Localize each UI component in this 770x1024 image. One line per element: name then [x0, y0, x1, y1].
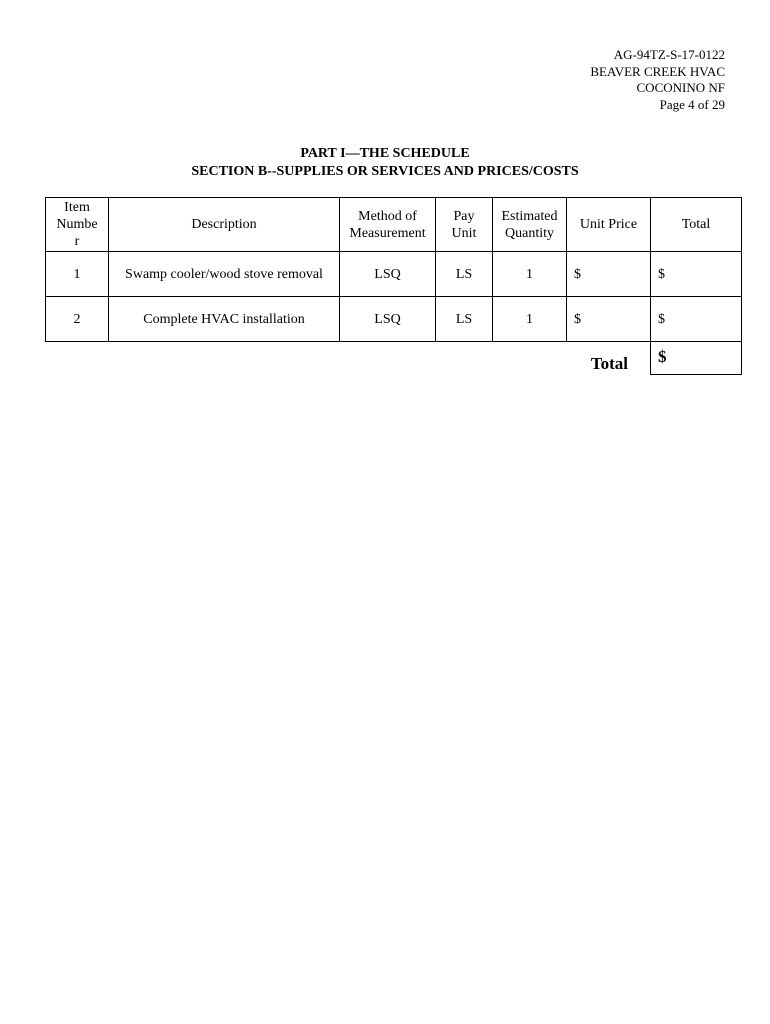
- grand-total-label: Total: [493, 342, 651, 375]
- table-row: [46, 252, 742, 297]
- header-pay-line2: Unit: [451, 225, 477, 241]
- header-item-number: [46, 198, 109, 252]
- contract-number: AG-94TZ-S-17-0122: [613, 47, 725, 62]
- cell-description: Swamp cooler/wood stove removal: [109, 252, 340, 297]
- forest-name: COCONINO NF: [636, 80, 725, 95]
- cell-method: LSQ: [340, 252, 436, 297]
- cell-total: $: [651, 297, 742, 342]
- cell-quantity: 1: [493, 297, 567, 342]
- header-total: Total: [651, 198, 742, 252]
- header-pay-line1: Pay: [453, 208, 475, 224]
- cell-description: Complete HVAC installation: [109, 297, 340, 342]
- header-pay-unit: [436, 198, 493, 252]
- table-header-row: [46, 198, 742, 252]
- cell-method: LSQ: [340, 297, 436, 342]
- cell-pay-unit: LS: [436, 297, 493, 342]
- header-item-line3: r: [74, 234, 80, 249]
- header-unit-price: Unit Price: [567, 198, 651, 252]
- grand-total-value: $: [651, 342, 742, 375]
- header-quantity: [493, 198, 567, 252]
- header-description: Description: [109, 198, 340, 252]
- header-qty-line2: Quantity: [505, 225, 554, 241]
- part-title: PART I—THE SCHEDULE: [300, 146, 470, 161]
- cell-unit-price: $: [567, 252, 651, 297]
- section-title: SECTION B--SUPPLIES OR SERVICES AND PRICES/COSTS: [191, 163, 579, 179]
- header-item-line2: Numbe: [56, 217, 98, 232]
- header-method-line1: Method of: [358, 208, 417, 224]
- cell-pay-unit: LS: [436, 252, 493, 297]
- cell-item: 1: [46, 252, 109, 297]
- header-method-line2: Measurement: [349, 225, 426, 241]
- header-item-line1: Item: [64, 200, 90, 215]
- page-number: Page 4 of 29: [659, 96, 725, 112]
- header-qty-line1: Estimated: [501, 208, 558, 224]
- cell-total: $: [651, 252, 742, 297]
- header-method: [340, 198, 436, 252]
- project-name: BEAVER CREEK HVAC: [590, 63, 725, 79]
- cell-quantity: 1: [493, 252, 567, 297]
- section-titles: [0, 145, 770, 180]
- table-row: [46, 297, 742, 342]
- cell-item: 2: [46, 297, 109, 342]
- schedule-table: [45, 197, 742, 375]
- total-spacer: [46, 342, 493, 375]
- document-header: [590, 47, 725, 113]
- grand-total-row: [46, 342, 742, 375]
- cell-unit-price: $: [567, 297, 651, 342]
